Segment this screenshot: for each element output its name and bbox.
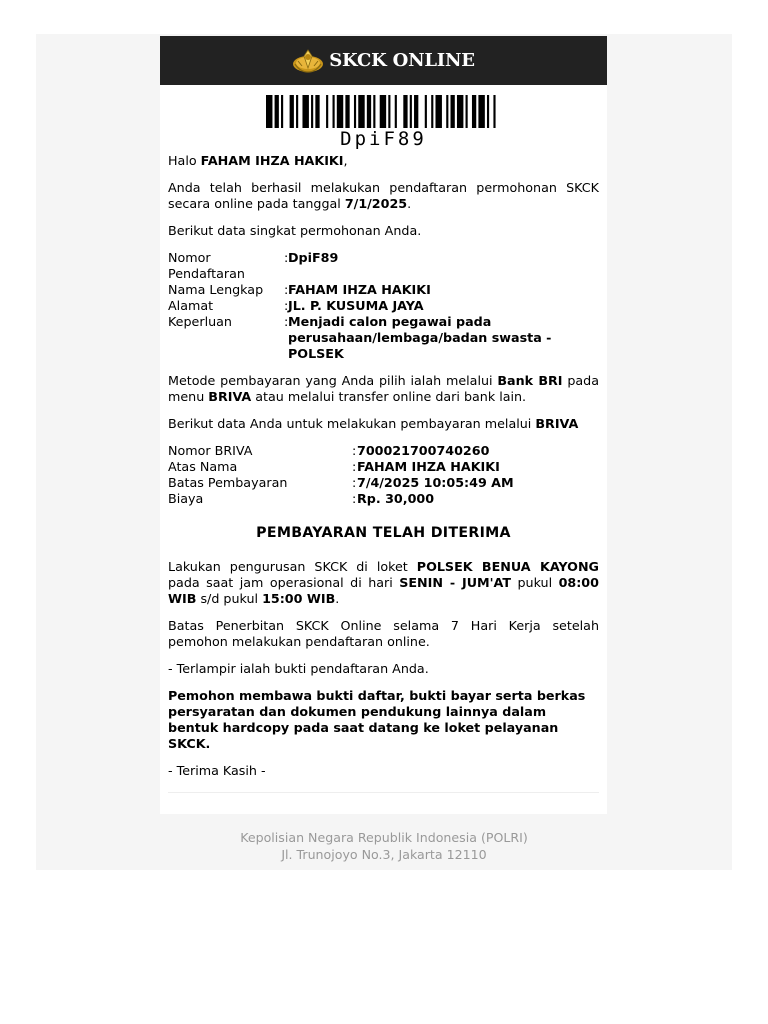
- email-body: [160, 153, 607, 793]
- bank-name: Bank BRI: [497, 373, 563, 388]
- barcode-bar: [326, 95, 328, 128]
- barcode-bar: [457, 95, 463, 128]
- divider: [168, 792, 599, 793]
- detail-label: Alamat: [168, 298, 214, 313]
- email-background: [36, 34, 732, 870]
- payment-label: Nomor BRIVA: [168, 443, 253, 458]
- barcode-bar: [333, 95, 335, 128]
- email-header: [160, 36, 607, 85]
- barcode-bar: [395, 95, 397, 128]
- barcode-bar: [345, 95, 349, 128]
- payment-details: Nomor BRIVA : 700021700740260 Atas Nama : FAHAM IHZA HAKIKI Batas Pembayaran : 7/4/2025 10:05:49 AM Biaya : Rp. 30,000: [168, 443, 599, 507]
- attachment-note: - Terlampir ialah bukti pendaftaran Anda.: [168, 661, 429, 676]
- email-card: [160, 36, 607, 814]
- payment-label: Batas Pembayaran: [168, 475, 288, 490]
- registration-date: 7/1/2025: [344, 196, 408, 211]
- barcode-bar: [373, 95, 375, 128]
- barcode-bar: [367, 95, 371, 128]
- barcode-bar: [446, 95, 448, 128]
- barcode-bar: [358, 95, 364, 128]
- deadline-note: Batas Penerbitan SKCK Online selama 7 Hari Kerja setelah pemohon melakukan pendaftaran online.: [168, 618, 599, 649]
- bring-documents-note: Pemohon membawa bukti daftar, bukti bayar serta berkas persyaratan dan dokumen pendukung lainnya dalam bentuk hardcopy pada saat datang ke loket pelayanan SKCK.: [168, 688, 586, 751]
- barcode-bar: [302, 95, 308, 128]
- closing-text: - Terima Kasih -: [168, 763, 266, 778]
- barcode-bar: [431, 95, 433, 128]
- barcode-bar: [315, 95, 319, 128]
- recipient-name: FAHAM IHZA HAKIKI: [200, 153, 344, 168]
- barcode-bar: [425, 95, 427, 128]
- skck-logo: [292, 48, 475, 74]
- payment-label: Atas Nama: [168, 459, 238, 474]
- barcode-bar: [410, 95, 412, 128]
- logo-text: SKCK ONLINE: [329, 50, 475, 71]
- payment-value: 700021700740260: [357, 443, 490, 458]
- payment-intro: Berikut data Anda untuk melakukan pembayaran melalui BRIVA: [168, 416, 579, 431]
- instruction-paragraph: Lakukan pengurusan SKCK di loket POLSEK BENUA KAYONG pada saat jam operasional di hari SENIN - JUM'AT pukul 08:00 WIB s/d pukul 15:00 WIB.: [168, 559, 599, 606]
- barcode-code: DpiF89: [340, 128, 427, 150]
- detail-label: Keperluan: [168, 314, 232, 329]
- operational-days: SENIN - JUM'AT: [399, 575, 512, 590]
- barcode-bar: [311, 95, 313, 128]
- payment-value: FAHAM IHZA HAKIKI: [357, 459, 500, 474]
- barcode-bar: [403, 95, 407, 128]
- barcode-bar: [337, 95, 343, 128]
- barcode-bar: [266, 95, 272, 128]
- payment-value: 7/4/2025 10:05:49 AM: [357, 475, 514, 490]
- payment-method-paragraph: Metode pembayaran yang Anda pilih ialah melalui Bank BRI pada menu BRIVA atau melalui transfer online dari bank lain.: [168, 373, 599, 404]
- payment-status-heading: PEMBAYARAN TELAH DITERIMA: [256, 525, 511, 541]
- barcode-bar: [472, 95, 476, 128]
- email-footer: [36, 829, 732, 863]
- detail-value: Menjadi calon pegawai pada perusahaan/lembaga/badan swasta - POLSEK: [288, 314, 552, 361]
- barcode-image: [266, 95, 502, 128]
- briva-label: BRIVA: [208, 389, 252, 404]
- summary-intro: Berikut data singkat permohonan Anda.: [168, 223, 422, 238]
- payment-value: Rp. 30,000: [357, 491, 435, 506]
- intro-paragraph: Anda telah berhasil melakukan pendaftaran permohonan SKCK secara online pada tanggal 7/1/2025.: [168, 180, 599, 211]
- detail-value: DpiF89: [288, 250, 339, 265]
- time-start: 08:00 WIB: [168, 575, 599, 606]
- barcode-bar: [478, 95, 484, 128]
- footer-address: Jl. Trunojoyo No.3, Jakarta 12110: [281, 847, 487, 862]
- barcode-bar: [466, 95, 468, 128]
- detail-label: Nama Lengkap: [168, 282, 264, 297]
- time-end: 15:00 WIB: [262, 591, 336, 606]
- barcode-bar: [290, 95, 294, 128]
- detail-label: Nomor Pendaftaran: [168, 250, 245, 281]
- office-name: POLSEK BENUA KAYONG: [416, 559, 599, 574]
- barcode-bar: [354, 95, 356, 128]
- barcode-bar: [281, 95, 283, 128]
- detail-value: FAHAM IHZA HAKIKI: [288, 282, 431, 297]
- barcode-bar: [451, 95, 455, 128]
- barcode-bar: [296, 95, 298, 128]
- greeting: Halo FAHAM IHZA HAKIKI,: [168, 153, 348, 168]
- barcode-bar: [414, 95, 418, 128]
- barcode-bar: [487, 95, 489, 128]
- barcode-bar: [388, 95, 390, 128]
- footer-organization: Kepolisian Negara Republik Indonesia (POLRI): [240, 830, 528, 845]
- payment-label: Biaya: [168, 491, 204, 506]
- barcode-bar: [275, 95, 279, 128]
- detail-value: JL. P. KUSUMA JAYA: [288, 298, 424, 313]
- registration-details: Nomor Pendaftaran : DpiF89 Nama Lengkap : FAHAM IHZA HAKIKI Alamat : JL. P. KUSUMA JAYA Keperluan : Menjadi calon pegawai pada perusahaan/lembaga/badan swasta - POLSEK: [168, 250, 599, 362]
- barcode-bar: [493, 95, 495, 128]
- barcode-section: [160, 85, 607, 153]
- barcode-bar: [380, 95, 386, 128]
- police-emblem-icon: [292, 48, 324, 74]
- barcode-bar: [435, 95, 441, 128]
